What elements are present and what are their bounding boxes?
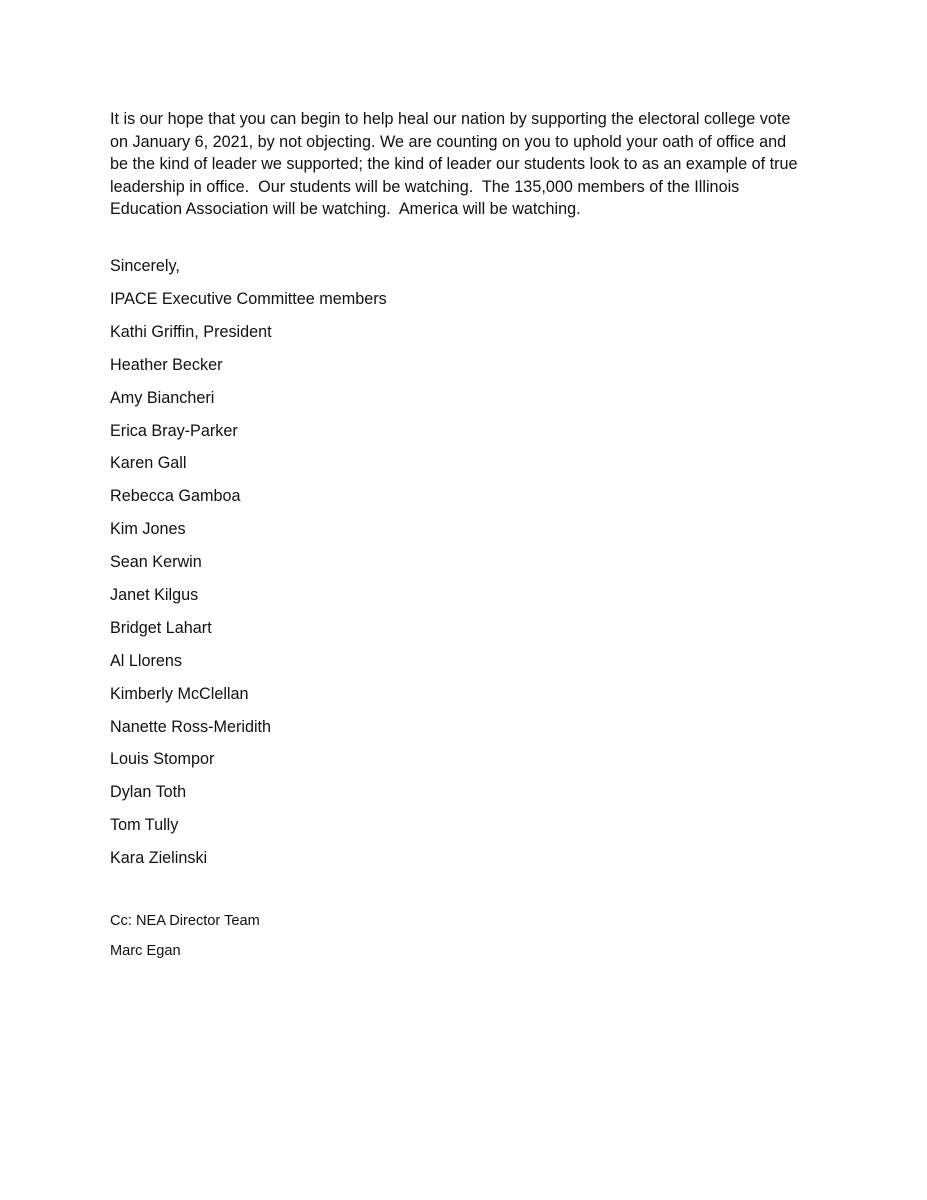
body-line: leadership in office. Our students will be watching. The 135,000 members of the Illinois: [110, 177, 740, 196]
letter-body-paragraph: [110, 108, 850, 221]
signer-name: Kara Zielinski: [110, 849, 208, 868]
signer-name: Janet Kilgus: [110, 586, 199, 605]
body-line: be the kind of leader we supported; the kind of leader our students look to as an example of true: [110, 155, 798, 173]
closing-salutation: Sincerely,: [110, 257, 180, 275]
body-line: Education Association will be watching. America will be watching.: [110, 200, 581, 218]
signer-name: Erica Bray-Parker: [110, 421, 238, 440]
body-line: It is our hope that you can begin to help heal our nation by supporting the electoral college vote: [110, 110, 791, 128]
signer-name: Karen Gall: [110, 454, 187, 473]
signer-name: Al Llorens: [110, 651, 182, 670]
cc-list: [110, 911, 260, 971]
signer-name: Kimberly McClellan: [110, 684, 249, 703]
cc-line: Cc: NEA Director Team: [110, 913, 260, 929]
signer-name: Amy Biancheri: [110, 388, 215, 407]
body-line: on January 6, 2021, by not objecting. We are counting on you to uphold your oath of office and: [110, 132, 787, 151]
cc-line: Marc Egan: [110, 943, 181, 959]
signer-name: Heather Becker: [110, 355, 223, 374]
signer-name: Bridget Lahart: [110, 618, 212, 637]
signer-name: Kathi Griffin, President: [110, 322, 272, 341]
signer-list: [110, 288, 387, 880]
signer-name: Sean Kerwin: [110, 553, 202, 572]
signer-name: Nanette Ross-Meridith: [110, 717, 272, 736]
signer-name: Kim Jones: [110, 520, 186, 539]
signer-name: Rebecca Gamboa: [110, 487, 241, 506]
signer-group-title: IPACE Executive Committee members: [110, 290, 387, 308]
signer-name: Dylan Toth: [110, 783, 187, 802]
signer-name: Louis Stompor: [110, 750, 215, 769]
signer-name: Tom Tully: [110, 816, 179, 835]
